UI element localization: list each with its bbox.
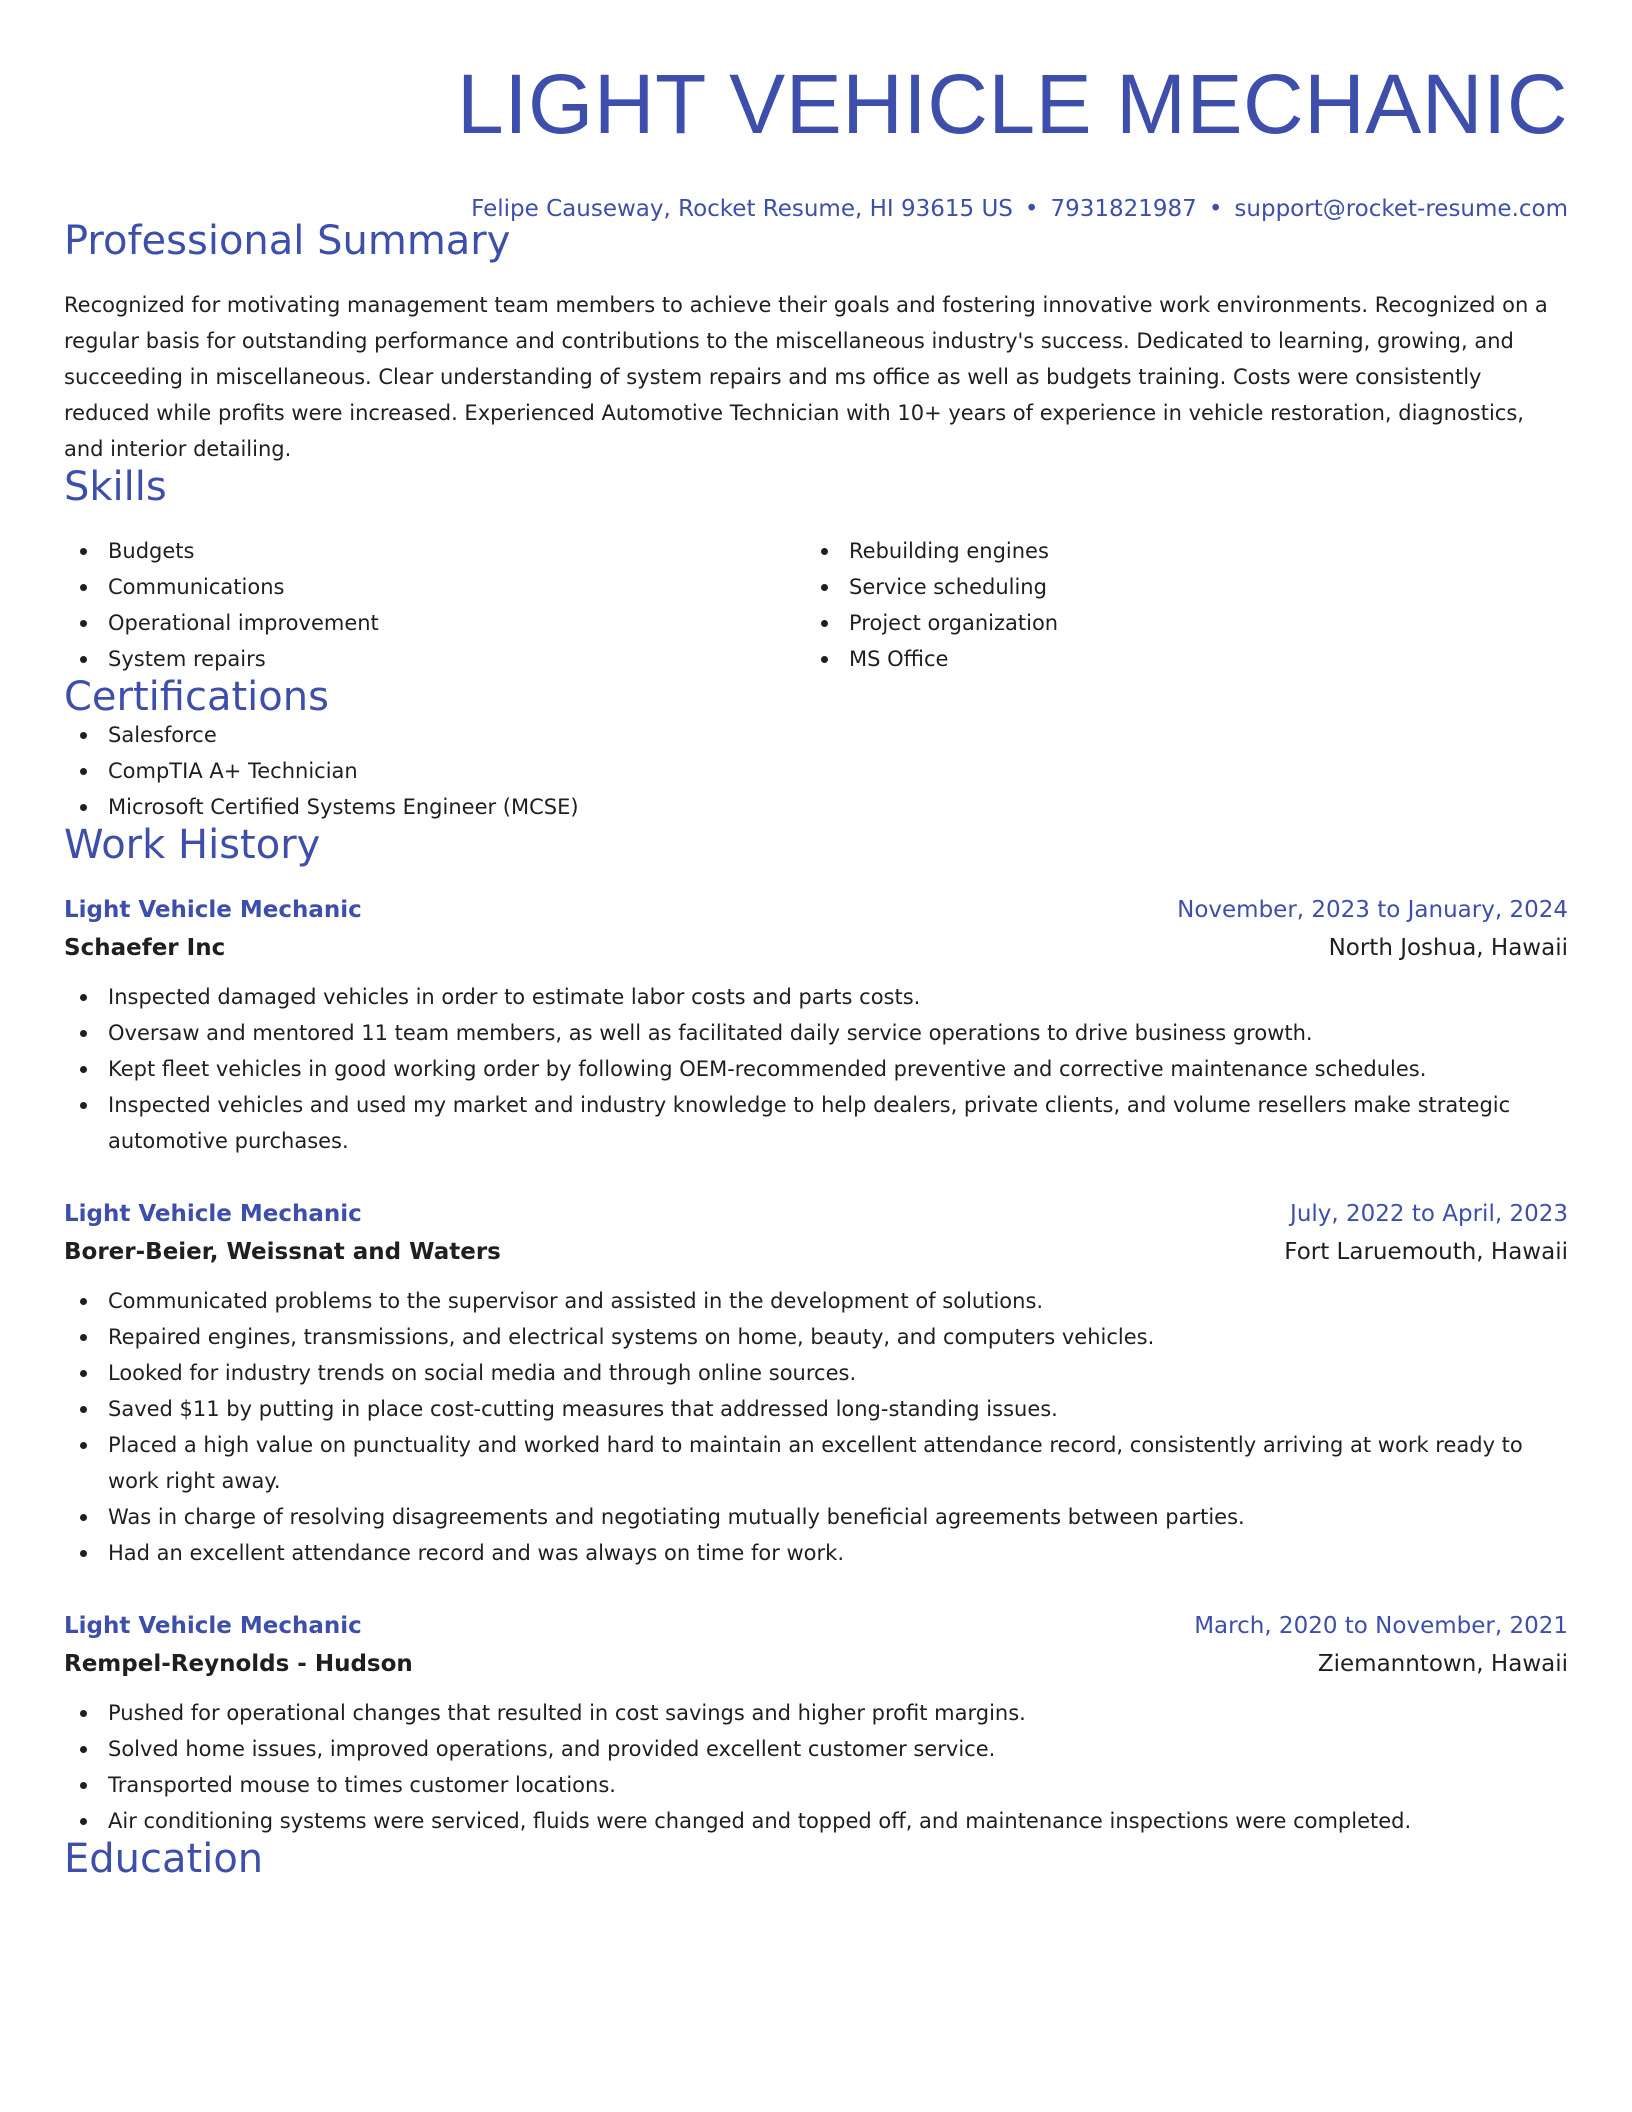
job-location: Ziemanntown, Hawaii — [1317, 1651, 1568, 1677]
job-bullet: Was in charge of resolving disagreements and negotiating mutually beneficial agreements between parties. — [64, 1499, 1568, 1535]
summary-text: Recognized for motivating management team members to achieve their goals and fostering innovative work environments. Recognized on a regular basis for outstanding performance and contributions to the miscellaneous industry's success. Dedicated to learning, growing, and succeeding in miscellaneous. Clear understanding of system repairs and ms office as well as budgets training. Costs were consistently reduced while profits were increased. Experienced Automotive Technician with 10+ years of experience in vehicle restoration, diagnostics, and interior detailing. — [64, 293, 1548, 461]
job-bullet: Had an excellent attendance record and was always on time for work. — [64, 1535, 1568, 1571]
job-company: Rempel-Reynolds - Hudson — [64, 1651, 413, 1677]
job-bullet: Inspected damaged vehicles in order to estimate labor costs and parts costs. — [64, 979, 1568, 1015]
job-entry — [64, 895, 1568, 1159]
section-heading-work-history: Work History — [64, 822, 321, 868]
certification-item: Salesforce — [64, 717, 1568, 753]
job-location: Fort Laruemouth, Hawaii — [1284, 1239, 1568, 1265]
job-bullet: Oversaw and mentored 11 team members, as well as facilitated daily service operations to drive business growth. — [64, 1015, 1568, 1051]
job-entry — [64, 1199, 1568, 1571]
job-dates: July, 2022 to April, 2023 — [1290, 1201, 1568, 1227]
section-heading-skills: Skills — [64, 464, 167, 510]
certification-item: CompTIA A+ Technician — [64, 753, 1568, 789]
skills-grid — [64, 533, 1568, 677]
resume-header — [64, 56, 1568, 221]
skill-item: Budgets — [64, 533, 805, 569]
certification-item: Microsoft Certified Systems Engineer (MCSE) — [64, 789, 1568, 825]
section-heading-summary: Professional Summary — [64, 218, 511, 264]
certifications-list — [64, 717, 1568, 825]
job-title: Light Vehicle Mechanic — [64, 1201, 362, 1227]
job-bullets — [64, 979, 1568, 1159]
skill-item: Project organization — [805, 605, 1546, 641]
skill-item: Service scheduling — [805, 569, 1546, 605]
job-bullet: Looked for industry trends on social media and through online sources. — [64, 1355, 1568, 1391]
skills-column-right — [805, 533, 1546, 677]
contact-separator: • — [1024, 196, 1039, 222]
job-dates: March, 2020 to November, 2021 — [1194, 1613, 1568, 1639]
job-entry — [64, 1611, 1568, 1839]
job-bullet: Inspected vehicles and used my market and industry knowledge to help dealers, private clients, and volume resellers make strategic automotive purchases. — [64, 1087, 1568, 1159]
job-title: Light Vehicle Mechanic — [64, 897, 362, 923]
job-dates: November, 2023 to January, 2024 — [1177, 897, 1568, 923]
skill-item: Rebuilding engines — [805, 533, 1546, 569]
job-bullet: Placed a high value on punctuality and worked hard to maintain an excellent attendance record, consistently arriving at work ready to work right away. — [64, 1427, 1568, 1499]
skill-item: MS Office — [805, 641, 1546, 677]
job-bullet: Air conditioning systems were serviced, fluids were changed and topped off, and maintenance inspections were completed. — [64, 1803, 1568, 1839]
job-bullet: Communicated problems to the supervisor and assisted in the development of solutions. — [64, 1283, 1568, 1319]
resume-name: LIGHT VEHICLE MECHANIC — [457, 57, 1568, 151]
contact-email: support@rocket-resume.com — [1234, 196, 1568, 222]
job-bullet: Solved home issues, improved operations, and provided excellent customer service. — [64, 1731, 1568, 1767]
job-bullet: Repaired engines, transmissions, and electrical systems on home, beauty, and computers vehicles. — [64, 1319, 1568, 1355]
job-location: North Joshua, Hawaii — [1328, 935, 1568, 961]
contact-separator: • — [1208, 196, 1223, 222]
job-title: Light Vehicle Mechanic — [64, 1613, 362, 1639]
skills-column-left — [64, 533, 805, 677]
section-heading-certifications: Certifications — [64, 674, 329, 720]
job-bullet: Transported mouse to times customer locations. — [64, 1767, 1568, 1803]
job-company: Schaefer Inc — [64, 935, 226, 961]
skill-item: System repairs — [64, 641, 805, 677]
contact-address: Felipe Causeway, Rocket Resume, HI 93615 US — [471, 196, 1013, 222]
job-bullet: Pushed for operational changes that resulted in cost savings and higher profit margins. — [64, 1695, 1568, 1731]
contact-phone: 7931821987 — [1050, 196, 1197, 222]
section-heading-education: Education — [64, 1836, 264, 1882]
skill-item: Communications — [64, 569, 805, 605]
job-bullets — [64, 1695, 1568, 1839]
job-company: Borer-Beier, Weissnat and Waters — [64, 1239, 501, 1265]
job-bullet: Kept fleet vehicles in good working order by following OEM-recommended preventive and corrective maintenance schedules. — [64, 1051, 1568, 1087]
job-bullet: Saved $11 by putting in place cost-cutting measures that addressed long-standing issues. — [64, 1391, 1568, 1427]
job-bullets — [64, 1283, 1568, 1571]
skill-item: Operational improvement — [64, 605, 805, 641]
